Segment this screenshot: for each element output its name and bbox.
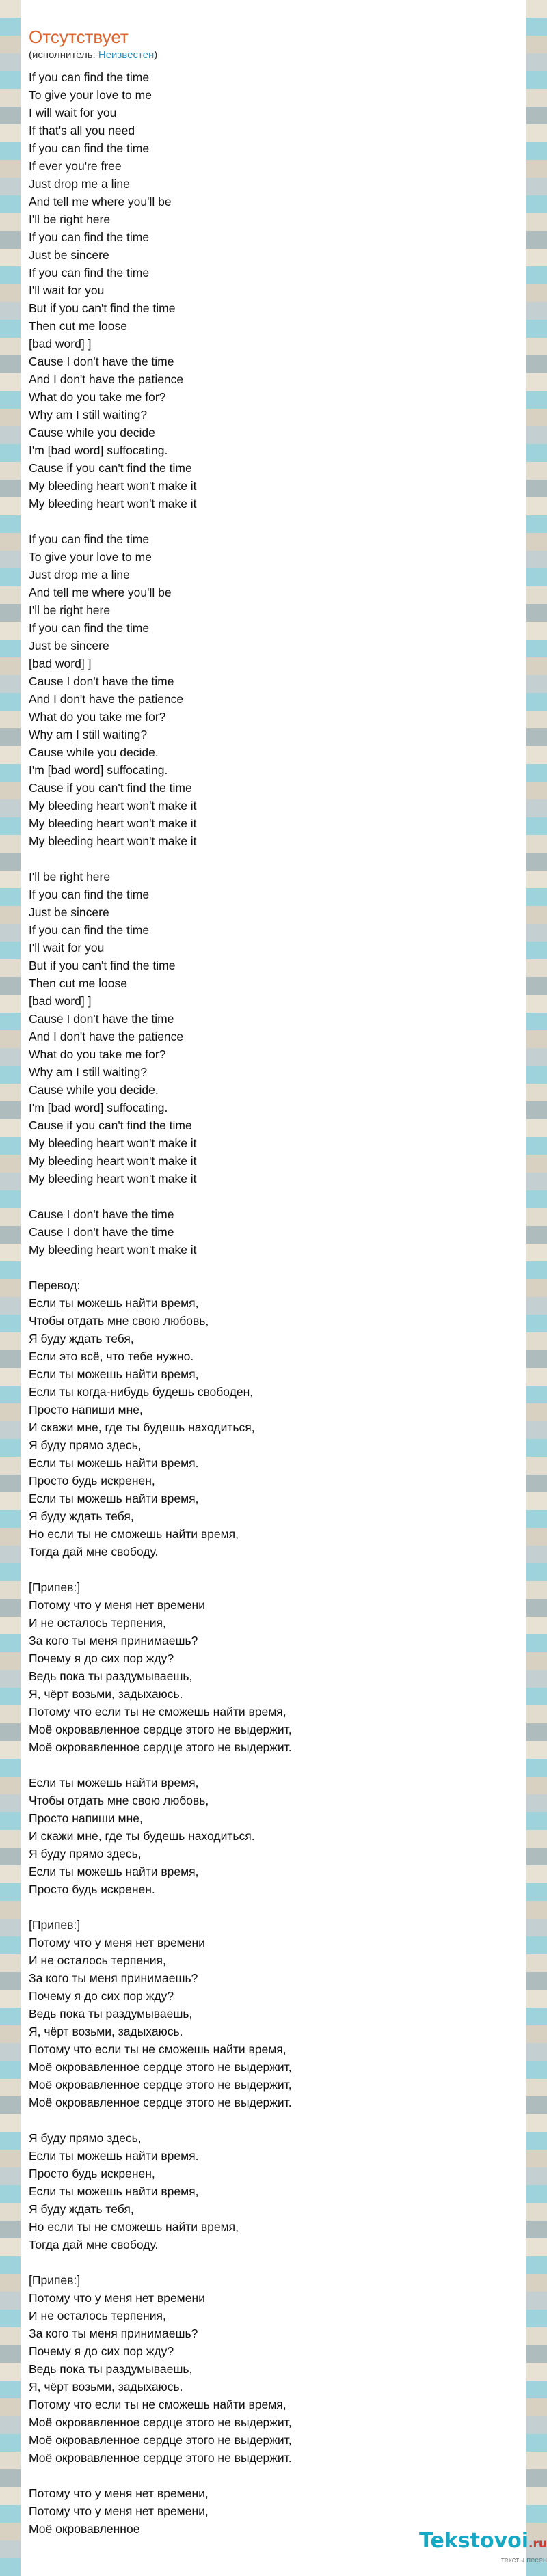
lyric-line: But if you can't find the time xyxy=(29,959,176,972)
lyric-line: Просто напиши мне, xyxy=(29,1403,143,1416)
lyric-line: Cause I don't have the time xyxy=(29,1225,174,1239)
lyric-line: My bleeding heart won't make it xyxy=(29,834,197,848)
lyric-line: Но если ты не сможешь найти время, xyxy=(29,1527,239,1541)
lyric-line: If you can find the time xyxy=(29,70,150,84)
lyric-line: Ведь пока ты раздумываешь, xyxy=(29,2007,193,2020)
lyric-line: Потому что если ты не сможешь найти время, xyxy=(29,2398,286,2411)
performer-prefix: (исполнитель: xyxy=(29,49,98,61)
lyric-line: Если ты можешь найти время, xyxy=(29,1776,199,1790)
stanza-break xyxy=(29,512,507,530)
lyrics-sheet xyxy=(21,0,526,2576)
lyric-line: Just drop me a line xyxy=(29,568,130,581)
lyric-line: Моё окровавленное сердце этого не выдержит. xyxy=(29,2096,292,2109)
lyric-line: Перевод: xyxy=(29,1278,81,1292)
lyric-line: Cause while you decide. xyxy=(29,745,159,759)
lyric-line: Потому что если ты не сможешь найти время, xyxy=(29,2042,286,2056)
lyric-line: I'm [bad word] suffocating. xyxy=(29,763,168,777)
lyric-line: But if you can't find the time xyxy=(29,301,176,315)
logo-suffix: .ru xyxy=(529,2537,547,2551)
lyric-line: My bleeding heart won't make it xyxy=(29,1154,197,1168)
logo-name: Tekstovoi xyxy=(419,2529,529,2553)
lyric-line: Но если ты не сможешь найти время, xyxy=(29,2220,239,2234)
lyric-line: Просто напиши мне, xyxy=(29,1811,143,1825)
lyric-line: If you can find the time xyxy=(29,266,150,279)
lyric-line: Почему я до сих пор жду? xyxy=(29,1989,174,2003)
lyric-line: My bleeding heart won't make it xyxy=(29,817,197,830)
lyric-line: What do you take me for? xyxy=(29,390,166,404)
lyric-line: If you can find the time xyxy=(29,532,150,546)
lyric-line: Why am I still waiting? xyxy=(29,1065,148,1079)
lyric-line: Если ты можешь найти время, xyxy=(29,1865,199,1878)
stanza-break xyxy=(29,1259,507,1276)
lyric-line: Just be sincere xyxy=(29,248,109,262)
lyric-line: За кого ты меня принимаешь? xyxy=(29,1971,198,1985)
lyric-line: What do you take me for? xyxy=(29,1047,166,1061)
song-header xyxy=(29,26,157,63)
lyric-line: Моё окровавленное сердце этого не выдержит, xyxy=(29,1723,292,1736)
lyric-line: [bad word] ] xyxy=(29,657,92,670)
lyric-line: My bleeding heart won't make it xyxy=(29,1243,197,1257)
lyric-line: If ever you're free xyxy=(29,159,122,173)
lyric-line: Just be sincere xyxy=(29,639,109,653)
lyric-line: I'll be right here xyxy=(29,870,111,883)
lyric-line: Если ты когда-нибудь будешь свободен, xyxy=(29,1385,254,1399)
lyric-line: За кого ты меня принимаешь? xyxy=(29,2327,198,2340)
performer-line xyxy=(29,48,157,63)
stanza-break xyxy=(29,2467,507,2484)
lyric-line: Если это всё, что тебе нужно. xyxy=(29,1349,194,1363)
lyric-line: Я, чёрт возьми, задыхаюсь. xyxy=(29,2025,183,2038)
lyric-line: Моё окровавленное сердце этого не выдержит, xyxy=(29,2060,292,2074)
lyric-line: Cause while you decide xyxy=(29,426,155,439)
lyric-line: Cause I don't have the time xyxy=(29,1012,174,1026)
lyric-line: [Припев:] xyxy=(29,2273,81,2287)
logo-tagline: тексты песен xyxy=(501,2556,547,2564)
logo-wordmark xyxy=(419,2530,547,2556)
lyric-line: Я буду прямо здесь, xyxy=(29,1438,142,1452)
lyric-line: Я, чёрт возьми, задыхаюсь. xyxy=(29,2380,183,2394)
lyric-line: Потому что если ты не сможешь найти время, xyxy=(29,1705,286,1718)
song-title: Отсутствует xyxy=(29,27,129,47)
lyric-line: And I don't have the patience xyxy=(29,372,184,386)
lyric-line: And tell me where you'll be xyxy=(29,195,172,208)
performer-suffix: ) xyxy=(154,49,158,61)
lyric-line: Если ты можешь найти время, xyxy=(29,1367,199,1381)
lyric-line: Cause if you can't find the time xyxy=(29,1119,192,1132)
lyric-line: To give your love to me xyxy=(29,550,152,564)
lyric-line: My bleeding heart won't make it xyxy=(29,799,197,812)
lyric-line: И не осталось терпения, xyxy=(29,1616,166,1630)
lyric-line: [Припев:] xyxy=(29,1918,81,1932)
lyric-line: Ведь пока ты раздумываешь, xyxy=(29,1669,193,1683)
lyric-line: Я буду прямо здесь, xyxy=(29,1847,142,1861)
lyric-line: I'll wait for you xyxy=(29,284,105,297)
lyric-line: Чтобы отдать мне свою любовь, xyxy=(29,1314,209,1328)
lyric-line: Если ты можешь найти время. xyxy=(29,1456,199,1470)
lyric-line: Потому что у меня нет времени xyxy=(29,1936,205,1949)
lyric-line: Just drop me a line xyxy=(29,177,130,191)
stanza-break xyxy=(29,2111,507,2129)
lyric-line: Я буду ждать тебя, xyxy=(29,2202,134,2216)
lyric-line: Если ты можешь найти время. xyxy=(29,2149,199,2163)
lyric-line: If you can find the time xyxy=(29,141,150,155)
lyrics-text xyxy=(29,68,507,2538)
lyric-line: И не осталось терпения, xyxy=(29,2309,166,2322)
lyric-line: Если ты можешь найти время, xyxy=(29,1296,199,1310)
lyric-line: And I don't have the patience xyxy=(29,1030,184,1043)
lyric-line: Я буду ждать тебя, xyxy=(29,1332,134,1345)
lyric-line: Cause if you can't find the time xyxy=(29,461,192,475)
lyric-line: Тогда дай мне свободу. xyxy=(29,2238,159,2251)
lyric-line: Если ты можешь найти время, xyxy=(29,1492,199,1505)
lyric-line: Ведь пока ты раздумываешь, xyxy=(29,2362,193,2376)
lyric-line: И скажи мне, где ты будешь находиться, xyxy=(29,1421,255,1434)
lyric-line: If you can find the time xyxy=(29,621,150,635)
lyric-line: Cause if you can't find the time xyxy=(29,781,192,795)
lyric-line: If you can find the time xyxy=(29,230,150,244)
lyric-line: Потому что у меня нет времени, xyxy=(29,2486,209,2500)
lyric-line: Just be sincere xyxy=(29,905,109,919)
lyric-line: Чтобы отдать мне свою любовь, xyxy=(29,1794,209,1807)
lyric-line: Просто будь искренен. xyxy=(29,1882,155,1896)
lyric-line: Просто будь искренен, xyxy=(29,2167,155,2180)
lyric-line: I will wait for you xyxy=(29,106,117,120)
lyric-line: Моё окровавленное сердце этого не выдержит, xyxy=(29,2078,292,2092)
lyric-line: Моё окровавленное сердце этого не выдержит, xyxy=(29,2433,292,2447)
lyric-line: I'll wait for you xyxy=(29,941,105,955)
lyric-line: To give your love to me xyxy=(29,88,152,102)
lyric-line: Просто будь искренен, xyxy=(29,1474,155,1488)
stanza-break xyxy=(29,1561,507,1578)
lyric-line: My bleeding heart won't make it xyxy=(29,497,197,510)
lyric-line: Почему я до сих пор жду? xyxy=(29,2344,174,2358)
lyric-line: My bleeding heart won't make it xyxy=(29,1136,197,1150)
lyric-line: If you can find the time xyxy=(29,888,150,901)
lyric-line: My bleeding heart won't make it xyxy=(29,479,197,493)
lyric-line: Я буду прямо здесь, xyxy=(29,2131,142,2145)
lyric-line: Why am I still waiting? xyxy=(29,408,148,422)
lyric-line: Cause I don't have the time xyxy=(29,355,174,368)
lyric-line: Тогда дай мне свободу. xyxy=(29,1545,159,1559)
stanza-break xyxy=(29,2253,507,2271)
stanza-break xyxy=(29,850,507,868)
lyric-line: Потому что у меня нет времени xyxy=(29,1598,205,1612)
lyric-line: [bad word] ] xyxy=(29,994,92,1008)
lyric-line: And I don't have the patience xyxy=(29,692,184,706)
lyric-line: Потому что у меня нет времени xyxy=(29,2291,205,2305)
lyric-line: Cause I don't have the time xyxy=(29,1207,174,1221)
lyric-line: [Припев:] xyxy=(29,1580,81,1594)
lyric-line: Then cut me loose xyxy=(29,319,127,333)
lyric-line: If that's all you need xyxy=(29,124,135,137)
lyric-line: [bad word] ] xyxy=(29,337,92,351)
lyric-line: And tell me where you'll be xyxy=(29,586,172,599)
lyric-line: Why am I still waiting? xyxy=(29,728,148,741)
lyric-line: За кого ты меня принимаешь? xyxy=(29,1634,198,1647)
lyric-line: Моё окровавленное сердце этого не выдержит. xyxy=(29,1740,292,1754)
site-logo[interactable] xyxy=(419,2530,547,2565)
lyric-line: Потому что у меня нет времени, xyxy=(29,2504,209,2518)
lyric-line: И скажи мне, где ты будешь находиться. xyxy=(29,1829,255,1843)
lyric-line: My bleeding heart won't make it xyxy=(29,1172,197,1186)
lyric-line: I'm [bad word] suffocating. xyxy=(29,1101,168,1114)
lyric-line: If you can find the time xyxy=(29,923,150,937)
lyric-line: Then cut me loose xyxy=(29,976,127,990)
lyric-line: Моё окровавленное сердце этого не выдержит. xyxy=(29,2451,292,2465)
lyric-line: И не осталось терпения, xyxy=(29,1954,166,1967)
performer-link[interactable]: Неизвестен xyxy=(98,49,155,61)
stanza-break xyxy=(29,1756,507,1774)
lyric-line: I'll be right here xyxy=(29,603,111,617)
lyric-line: Если ты можешь найти время, xyxy=(29,2184,199,2198)
lyric-line: Cause I don't have the time xyxy=(29,674,174,688)
lyric-line: Я, чёрт возьми, задыхаюсь. xyxy=(29,1687,183,1701)
stanza-break xyxy=(29,1188,507,1205)
lyric-line: Моё окровавленное xyxy=(29,2522,140,2536)
stanza-break xyxy=(29,1898,507,1916)
lyric-line: Моё окровавленное сердце этого не выдержит, xyxy=(29,2415,292,2429)
lyric-line: Cause while you decide. xyxy=(29,1083,159,1097)
lyric-line: I'm [bad word] suffocating. xyxy=(29,443,168,457)
lyric-line: Почему я до сих пор жду? xyxy=(29,1652,174,1665)
lyric-line: What do you take me for? xyxy=(29,710,166,724)
lyric-line: Я буду ждать тебя, xyxy=(29,1509,134,1523)
lyric-line: I'll be right here xyxy=(29,213,111,226)
